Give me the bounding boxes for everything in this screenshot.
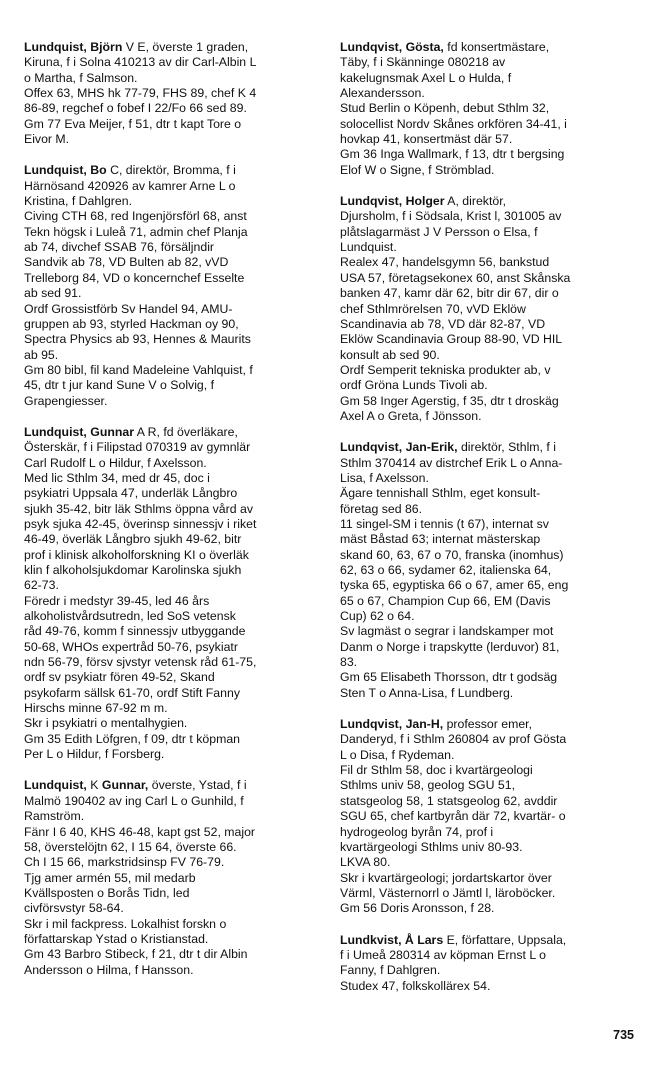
entry-text: Kvällsposten o Borås Tidn, led — [24, 885, 190, 900]
biography-entry — [24, 40, 324, 147]
entry-text: Ramström. — [24, 809, 85, 824]
entry-line — [340, 963, 640, 978]
right-column — [340, 40, 640, 1010]
entry-line — [340, 901, 640, 916]
entry-text: Österskär, f i Filipstad 070319 av gymnlär — [24, 440, 251, 455]
entry-text: Hirschs minne 67-92 m m. — [24, 701, 168, 716]
entry-line — [24, 209, 324, 224]
entry-line — [24, 517, 324, 532]
entry-text: psykofarm sällsk 61-70, ordf Stift Fanny — [24, 685, 240, 700]
entry-line — [24, 425, 324, 440]
entry-text: 86-89, regchef o fobef I 22/Fo 66 sed 89. — [24, 101, 247, 116]
biography-entry — [340, 40, 640, 178]
entry-text: 45, dtr t jur kand Sune V o Solvig, f — [24, 378, 215, 393]
entry-text: Spectra Physics ab 93, Hennes & Maurits — [24, 332, 251, 347]
entry-text: ab 95. — [24, 347, 59, 362]
entry-text: Ch I 15 66, markstridsinsp FV 76-79. — [24, 855, 225, 870]
entry-line — [340, 71, 640, 86]
entry-text: Skr i mil fackpress. Lokalhist forskn o — [24, 916, 227, 931]
entry-name: Lundqvist, Jan-H, — [340, 717, 444, 732]
entry-line — [340, 240, 640, 255]
entry-line — [340, 794, 640, 809]
entry-line — [24, 778, 324, 793]
entry-line — [24, 901, 324, 916]
entry-line — [340, 255, 640, 270]
left-column — [24, 40, 324, 994]
entry-text: klin f alkoholsjukdomar Karolinska sjukh — [24, 563, 242, 577]
entry-text: fd konsertmästare, — [443, 40, 550, 54]
entry-text: direktör, Sthlm, f i — [457, 440, 556, 455]
entry-line — [340, 778, 640, 793]
entry-text: C, direktör, Bromma, f i — [106, 163, 236, 178]
biography-entry — [340, 194, 640, 424]
entry-line — [340, 809, 640, 824]
entry-line — [24, 302, 324, 317]
entry-line — [340, 147, 640, 162]
entry-text: Trelleborg 84, VD o koncernchef Esselte — [24, 270, 245, 285]
entry-line — [24, 163, 324, 178]
entry-line — [24, 71, 324, 86]
biography-entry — [340, 717, 640, 916]
entry-line — [340, 640, 640, 655]
entry-text: Lundquist. — [340, 240, 397, 255]
entry-line — [24, 40, 324, 55]
entry-text: Malmö 190402 av ing Carl L o Gunhild, f — [24, 793, 244, 808]
biography-entry — [24, 778, 324, 977]
entry-line — [24, 825, 324, 840]
entry-line — [24, 840, 324, 855]
entry-text: civförsvstyr 58-64. — [24, 901, 124, 916]
entry-text: Eivor M. — [24, 132, 70, 147]
entry-text: ordf sv psykiatr fören 49-52, Skand — [24, 670, 215, 685]
entry-text: 58, överstelöjtn 62, I 15 64, överste 66. — [24, 839, 237, 854]
entry-line — [340, 225, 640, 240]
entry-name: Lundqvist, Holger — [340, 194, 445, 209]
entry-text: Skr i kvartärgeologi; jordartskartor över — [340, 870, 552, 885]
entry-line — [24, 548, 324, 563]
entry-text: Värml, Västernorrl o Jämtl l, läroböcker. — [340, 885, 556, 900]
entry-text: Härnösand 420926 av kamrer Arne L o — [24, 178, 236, 193]
entry-text: 46-49, överläk Långbro sjukh 49-62, bitr — [24, 532, 242, 547]
entry-text: chef Sthlmrörelsen 70, vVD Eklöw — [340, 301, 526, 316]
entry-line — [24, 456, 324, 471]
entry-text: solocellist Nordv Skånes orkfören 34-41, i — [340, 116, 567, 131]
entry-name: Lundqvist, Jan-Erik, — [340, 440, 458, 455]
entry-line — [24, 809, 324, 824]
entry-line — [24, 86, 324, 101]
entry-line — [340, 624, 640, 639]
entry-text: överste, Ystad, f i — [148, 778, 247, 793]
entry-text: Realex 47, handelsgymn 56, bankstud — [340, 255, 550, 270]
entry-text: sjukh 35-42, bitr läk Sthlms öppna vård av — [24, 501, 253, 516]
entry-text: Med lic Sthlm 34, med dr 45, doc i — [24, 470, 210, 485]
entry-line — [340, 886, 640, 901]
entry-text: E, författare, Uppsala, — [443, 932, 567, 947]
entry-text: 65 o 67, Champion Cup 66, EM (Davis — [340, 593, 551, 608]
entry-line — [24, 932, 324, 947]
entry-line — [24, 101, 324, 116]
entry-line — [340, 286, 640, 301]
entry-text: Tekn högsk i Luleå 71, admin chef Planja — [24, 224, 248, 239]
entry-line — [24, 594, 324, 609]
entry-line — [24, 578, 324, 593]
entry-text: Gm 77 Eva Meijer, f 51, dtr t kapt Tore o — [24, 116, 242, 131]
entry-text: Kiruna, f i Solna 410213 av dir Carl-Albin L — [24, 55, 257, 70]
entry-line — [340, 332, 640, 347]
entry-text: LKVA 80. — [340, 855, 391, 870]
entry-line — [24, 794, 324, 809]
entry-line — [24, 440, 324, 455]
entry-line — [340, 194, 640, 209]
entry-line — [340, 763, 640, 778]
biography-entry — [24, 163, 324, 409]
entry-line — [24, 886, 324, 901]
entry-line — [340, 132, 640, 147]
entry-line — [24, 716, 324, 731]
entry-name: Lundquist, Bo — [24, 163, 107, 178]
entry-text: Gm 58 Inger Agerstig, f 35, dtr t droskäg — [340, 393, 559, 408]
entry-text: Andersson o Hilma, f Hansson. — [24, 962, 194, 977]
entry-text: Elof W o Signe, f Strömblad. — [340, 162, 495, 177]
entry-text: Ordf Semperit tekniska produkter ab, v — [340, 362, 551, 377]
entry-text: USA 57, företagsekonex 60, anst Skånska — [340, 270, 571, 285]
entry-name: Lundqvist, Gösta, — [340, 40, 444, 54]
entry-text: Carl Rudolf L o Hildur, f Axelsson. — [24, 455, 207, 470]
entry-text: Sthlms univ 58, geolog SGU 51, — [340, 778, 515, 793]
entry-line — [340, 55, 640, 70]
entry-line — [24, 194, 324, 209]
entry-text: statsgeolog 58, 1 statsgeolog 62, avddir — [340, 793, 558, 808]
entry-line — [340, 348, 640, 363]
entry-line — [24, 225, 324, 240]
entry-line — [24, 271, 324, 286]
entry-line — [340, 748, 640, 763]
entry-text: Grapengiesser. — [24, 393, 108, 408]
entry-text: psykiatri Uppsala 47, underläk Långbro — [24, 486, 238, 501]
entry-name: Lundkvist, Å Lars — [340, 932, 444, 947]
entry-text: kvartärgeologi Sthlms univ 80-93. — [340, 839, 523, 854]
entry-text: A, direktör, — [444, 194, 507, 209]
entry-text: 11 singel-SM i tennis (t 67), internat sv — [340, 516, 549, 531]
entry-line — [340, 86, 640, 101]
entry-line — [24, 240, 324, 255]
entry-line — [340, 686, 640, 701]
entry-text: Offex 63, MHS hk 77-79, FHS 89, chef K 4 — [24, 86, 257, 101]
entry-line — [24, 255, 324, 270]
entry-line — [24, 563, 324, 578]
entry-text: Täby, f i Skänninge 080218 av — [340, 55, 506, 70]
entry-line — [340, 409, 640, 424]
entry-text: Lisa, f Axelsson. — [340, 470, 429, 485]
entry-text: psyk sjuka 42-45, överinsp sinnessjv i riket — [24, 516, 257, 531]
entry-line — [340, 502, 640, 517]
entry-text: Ägare tennishall Sthlm, eget konsult- — [340, 486, 541, 501]
entry-line — [24, 471, 324, 486]
entry-line — [24, 486, 324, 501]
entry-text: L o Disa, f Rydeman. — [340, 747, 455, 762]
entry-line — [24, 686, 324, 701]
entry-line — [340, 670, 640, 685]
entry-text: Per L o Hildur, f Forsberg. — [24, 747, 165, 762]
entry-line — [24, 670, 324, 685]
entry-text: ordf Gröna Lunds Tivoli ab. — [340, 378, 488, 393]
entry-text: Föredr i medstyr 39-45, led 46 års — [24, 593, 210, 608]
entry-text: Sthlm 370414 av distrchef Erik L o Anna- — [340, 455, 563, 470]
entry-text: ab 74, divchef SSAB 76, försäljndir — [24, 240, 215, 255]
entry-line — [24, 624, 324, 639]
entry-text: 62-73. — [24, 578, 59, 593]
entry-text: Scandinavia ab 78, VD där 82-87, VD — [340, 316, 546, 331]
entry-text: hovkap 41, konsertmäst där 57. — [340, 132, 513, 147]
entry-line — [340, 717, 640, 732]
entry-text: 62, 63 o 66, sydamer 62, italienska 64, — [340, 563, 552, 577]
entry-line — [340, 594, 640, 609]
entry-line — [340, 548, 640, 563]
entry-line — [24, 332, 324, 347]
entry-text: ab sed 91. — [24, 286, 82, 301]
entry-text: Gm 65 Elisabeth Thorsson, dtr t godsäg — [340, 670, 558, 685]
entry-text: Gm 35 Edith Löfgren, f 09, dtr t köpman — [24, 731, 240, 746]
biography-entry — [340, 933, 640, 994]
entry-text: 83. — [340, 655, 358, 670]
entry-text: Ordf Grossistförb Sv Handel 94, AMU- — [24, 301, 233, 316]
entry-text: 50-68, WHOs expertråd 50-76, psykiatr — [24, 639, 238, 654]
entry-line — [24, 378, 324, 393]
entry-text: skand 60, 63, 67 o 70, franska (inomhus) — [340, 547, 564, 562]
entry-line — [340, 101, 640, 116]
entry-line — [340, 517, 640, 532]
entry-line — [340, 117, 640, 132]
entry-line — [24, 732, 324, 747]
entry-text: SGU 65, chef kartbyrån där 72, kvartär- o — [340, 809, 566, 824]
entry-line — [24, 609, 324, 624]
entry-text: Danm o Norge i trapskytte (lerduvor) 81, — [340, 639, 560, 654]
entry-text: konsult ab sed 90. — [340, 347, 440, 362]
biography-entry — [24, 425, 324, 763]
entry-line — [340, 163, 640, 178]
entry-text: Gm 80 bibl, fil kand Madeleine Vahlquist, f — [24, 362, 253, 377]
entry-line — [340, 271, 640, 286]
entry-line — [24, 363, 324, 378]
entry-line — [340, 609, 640, 624]
entry-text: V E, överste 1 graden, — [122, 40, 249, 54]
entry-line — [340, 363, 640, 378]
entry-text: Sv lagmäst o segrar i landskamper mot — [340, 624, 554, 639]
entry-line — [340, 979, 640, 994]
entry-line — [24, 855, 324, 870]
entry-line — [340, 948, 640, 963]
entry-text: Civing CTH 68, red Ingenjörsförl 68, anst — [24, 209, 247, 224]
entry-line — [24, 947, 324, 962]
entry-line — [24, 917, 324, 932]
entry-line — [24, 532, 324, 547]
entry-line — [340, 486, 640, 501]
entry-text: Sten T o Anna-Lisa, f Lundberg. — [340, 685, 514, 700]
entry-text: alkoholistvårdsutredn, led SoS vetensk — [24, 609, 236, 624]
entry-name: Lundquist, — [24, 778, 87, 793]
entry-text: råd 49-76, komm f sinnessjv utbyggande — [24, 624, 246, 639]
entry-text: Alexandersson. — [340, 86, 425, 101]
entry-line — [340, 825, 640, 840]
entry-line — [340, 378, 640, 393]
entry-text: hydrogeolog byrån 74, prof i — [340, 824, 494, 839]
entry-line — [24, 348, 324, 363]
entry-line — [340, 871, 640, 886]
entry-line — [340, 578, 640, 593]
entry-line — [24, 394, 324, 409]
entry-text: K — [86, 778, 102, 793]
entry-text: plåtslagarmäst J V Persson o Elsa, f — [340, 224, 538, 239]
entry-line — [24, 701, 324, 716]
entry-text: Studex 47, folkskollärex 54. — [340, 978, 491, 993]
entry-text: författarskap Ystad o Kristianstad. — [24, 931, 209, 946]
entry-line — [340, 563, 640, 578]
entry-name: Lundquist, Gunnar — [24, 424, 134, 439]
entry-text: Gm 56 Doris Aronsson, f 28. — [340, 901, 495, 916]
entry-line — [24, 55, 324, 70]
entry-text: professor emer, — [443, 717, 533, 732]
entry-line — [24, 871, 324, 886]
entry-text: företag sed 86. — [340, 501, 423, 516]
entry-text: Fil dr Sthlm 58, doc i kvartärgeologi — [340, 763, 533, 778]
entry-line — [24, 132, 324, 147]
entry-text: banken 47, kamr där 62, bitr dir 67, dir o — [340, 286, 559, 301]
entry-line — [340, 317, 640, 332]
entry-text: Cup) 62 o 64. — [340, 609, 415, 624]
biography-entry — [340, 440, 640, 701]
entry-text: kakelugnsmak Axel L o Hulda, f — [340, 70, 512, 85]
entry-text: Gm 43 Barbro Stibeck, f 21, dtr t dir Albin — [24, 947, 248, 962]
entry-text: Eklöw Scandinavia Group 88-90, VD HIL — [340, 332, 563, 347]
entry-line — [340, 209, 640, 224]
entry-text: Tjg amer armén 55, mil medarb — [24, 870, 196, 885]
entry-text: Djursholm, f i Södsala, Krist l, 301005 av — [340, 209, 562, 224]
entry-line — [24, 640, 324, 655]
entry-text: Danderyd, f i Sthlm 260804 av prof Gösta — [340, 732, 567, 747]
entry-line — [340, 456, 640, 471]
page-number: 735 — [613, 1028, 634, 1042]
entry-line — [340, 840, 640, 855]
entry-line — [24, 747, 324, 762]
entry-line — [24, 179, 324, 194]
entry-text: Stud Berlin o Köpenh, debut Sthlm 32, — [340, 101, 550, 116]
entry-text: Gm 36 Inga Wallmark, f 13, dtr t bergsing — [340, 147, 565, 162]
entry-line — [24, 963, 324, 978]
entry-line — [24, 502, 324, 517]
entry-line — [340, 655, 640, 670]
entry-line — [340, 40, 640, 55]
entry-line — [24, 286, 324, 301]
entry-text: A R, fd överläkare, — [133, 424, 238, 439]
entry-text: o Martha, f Salmson. — [24, 70, 138, 85]
entry-text: gruppen ab 93, styrled Hackman oy 90, — [24, 316, 239, 331]
entry-text: Axel A o Greta, f Jönsson. — [340, 408, 482, 423]
entry-text: Skr i psykiatri o mentalhygien. — [24, 716, 188, 731]
entry-line — [340, 471, 640, 486]
entry-text: Fänr I 6 40, KHS 46-48, kapt gst 52, major — [24, 824, 256, 839]
entry-line — [340, 855, 640, 870]
entry-line — [340, 532, 640, 547]
entry-line — [340, 440, 640, 455]
entry-name: Lundquist, Björn — [24, 40, 123, 54]
entry-text: mäst Båstad 63; internat mästerskap — [340, 532, 541, 547]
entry-line — [340, 394, 640, 409]
entry-text: tyska 65, egyptiska 66 o 67, amer 65, eng — [340, 578, 569, 593]
entry-text: ndn 56-79, försv sjvstyr vetensk råd 61-75, — [24, 655, 257, 670]
entry-text: prof i klinisk alkoholforskning KI o överläk — [24, 547, 249, 562]
entry-line — [340, 732, 640, 747]
entry-line — [24, 317, 324, 332]
entry-line — [340, 933, 640, 948]
entry-line — [24, 655, 324, 670]
entry-text: Fanny, f Dahlgren. — [340, 963, 441, 978]
entry-text: Kristina, f Dahlgren. — [24, 194, 132, 209]
entry-name: Gunnar, — [101, 778, 149, 793]
entry-line — [24, 117, 324, 132]
entry-line — [340, 302, 640, 317]
entry-text: f i Umeå 280314 av köpman Ernst L o — [340, 947, 546, 962]
entry-text: Sandvik ab 78, VD Bulten ab 82, vVD — [24, 255, 229, 270]
